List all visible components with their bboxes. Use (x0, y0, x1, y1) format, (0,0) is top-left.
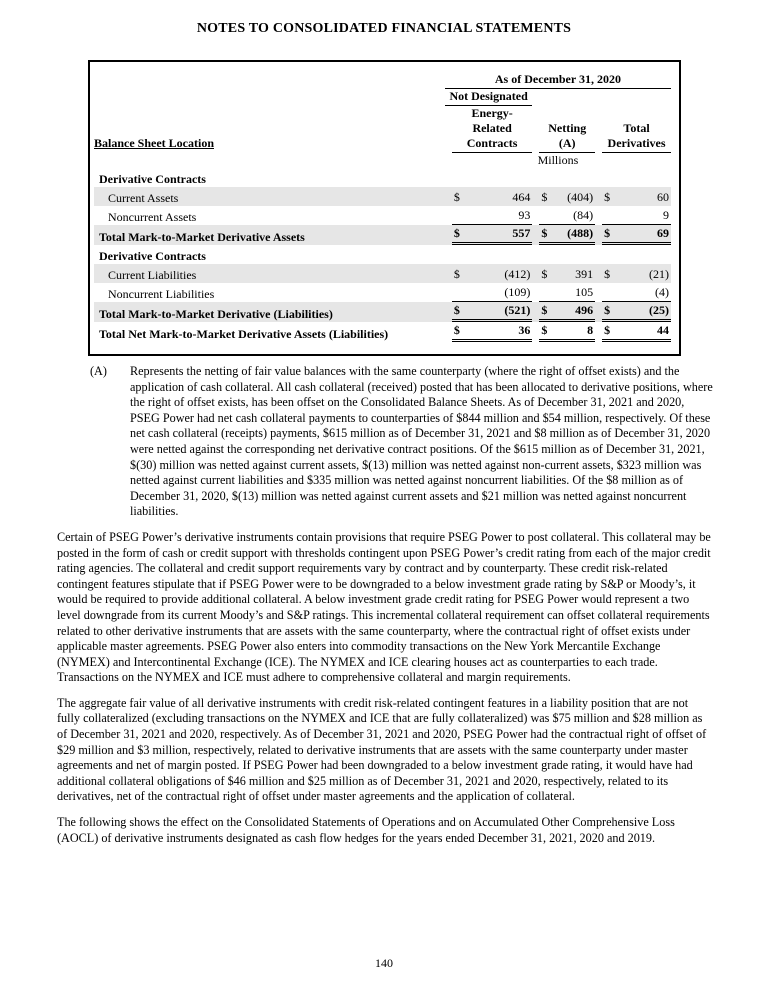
table-row (94, 187, 671, 206)
cell-value: (412) (504, 267, 531, 281)
currency-symbol: $ (541, 267, 548, 281)
currency-symbol: $ (604, 190, 611, 204)
row-label: Total Net Mark-to-Market Derivative Assets (Liabilities) (99, 327, 389, 341)
cell-value: 9 (663, 208, 669, 222)
currency-symbol: $ (541, 323, 548, 337)
currency-symbol: $ (604, 323, 611, 337)
cell-value: 391 (575, 267, 594, 281)
period-header: As of December 31, 2020 (445, 72, 671, 89)
cell-value: (109) (504, 285, 531, 299)
paragraph-following-shows: The following shows the effect on the Consolidated Statements of Operations and on Accumulated Other Comprehensive Loss (AOCL) of derivative instruments designated as cash flow hedges for the years ended December 31, 2021, 2020 and 2019. (57, 815, 675, 845)
cell-value: (4) (655, 285, 669, 299)
currency-symbol: $ (604, 303, 611, 317)
row-label: Noncurrent Assets (108, 210, 197, 224)
cell-value: 8 (587, 323, 594, 337)
currency-symbol: $ (453, 323, 460, 337)
currency-symbol: $ (541, 226, 548, 240)
table-row (94, 168, 671, 187)
cell-value: 60 (657, 190, 669, 204)
cell-value: (488) (567, 226, 594, 240)
cell-value: 464 (512, 190, 531, 204)
footnote-a (57, 364, 713, 520)
column-header-netting: Netting (A) (539, 121, 595, 153)
currency-symbol: $ (604, 267, 611, 281)
cell-value: 36 (518, 323, 531, 337)
row-label: Noncurrent Liabilities (108, 287, 215, 301)
currency-symbol: $ (453, 303, 460, 317)
table-row-total (94, 302, 671, 322)
currency-symbol: $ (541, 190, 548, 204)
table-row-total (94, 322, 671, 342)
cell-value: (21) (649, 267, 669, 281)
table-units-row (94, 153, 671, 168)
table-row (94, 264, 671, 283)
row-label: Total Mark-to-Market Derivative Assets (94, 225, 445, 245)
units-label: Millions (537, 153, 579, 167)
cell-value: (84) (573, 208, 594, 222)
paragraph-aggregate-fair-value: The aggregate fair value of all derivative instruments with credit risk-related contingent features in a liability position that are not fully collateralized (excluding transactions on the NYMEX and ICE that are fully collateralized) was $75 million and $28 million as of December 31, 2021 and 2020, respectively. As of December 31, 2021 and 2020, PSEG Power had the contractual right of offset of $29 million and $3 million, respectively, related to derivative instruments that are assets with the same counterparty under master agreements and net of margin posted. If PSEG Power had been downgraded to a below investment grade rating, it would have had additional collateral obligations of $46 million and $25 million as of December 31, 2021 and 2020, respectively, related to its derivatives, net of the contractual right of offset under master agreements and the application of collateral. (57, 695, 707, 804)
row-label: Current Liabilities (94, 264, 445, 283)
table-row-total (94, 225, 671, 245)
cell-value: (404) (567, 190, 594, 204)
footnote-text: Represents the netting of fair value balances with the same counterparty (where the right of offset exists) and the application of cash collateral. All cash collateral (received) posted that has been allocated to derivative positions, where the right of offset exists, has been offset on the Consolidated Balance Sheets. As of December 31, 2021 and 2020, PSEG Power had net cash collateral payments to counterparties of $844 million and $54 million, respectively. Of these net cash collateral (receipts) payments, $615 million as of December 31, 2021 and $8 million as of December 31, 2020 were netted against the corresponding net derivative contract positions. Of the $615 million as of December 31, 2021, $(30) million was netted against current assets, $(13) million was netted against non-current assets, $323 million was netted against current liabilities and $335 million was netted against noncurrent liabilities. Of the $8 million as of December 31, 2020, $(13) million was netted against current assets and $21 million was netted against noncurrent liabilities. (130, 364, 713, 519)
cell-value: (25) (649, 303, 669, 317)
financial-table (94, 72, 671, 342)
column-header-total-derivatives: Total Derivatives (602, 121, 671, 153)
table-period-header-row (94, 72, 671, 89)
cell-value: 44 (657, 323, 669, 337)
balance-sheet-location-header: Balance Sheet Location (94, 136, 214, 150)
body-text-column (57, 364, 713, 846)
derivatives-table-container (88, 60, 681, 356)
page-title: NOTES TO CONSOLIDATED FINANCIAL STATEMENTS (196, 21, 572, 36)
currency-symbol: $ (541, 303, 548, 317)
cell-value: (521) (504, 303, 531, 317)
row-label: Current Assets (94, 187, 445, 206)
currency-symbol: $ (453, 226, 460, 240)
cell-value: 496 (575, 303, 594, 317)
cell-value: 93 (518, 208, 531, 222)
currency-symbol: $ (453, 190, 460, 204)
table-column-header-row (94, 106, 671, 153)
cell-value: 557 (512, 226, 531, 240)
currency-symbol: $ (604, 226, 611, 240)
column-header-energy-related: Energy-Related Contracts (452, 106, 533, 153)
row-label: Derivative Contracts (99, 172, 206, 186)
table-row (94, 283, 671, 302)
table-not-designated-row (94, 89, 671, 106)
row-label: Total Mark-to-Market Derivative (Liabilities) (94, 302, 445, 322)
footnote-marker: (A) (90, 364, 107, 378)
table-row (94, 245, 671, 264)
cell-value: 69 (657, 226, 669, 240)
currency-symbol: $ (453, 267, 460, 281)
table-row (94, 206, 671, 225)
page-number: 140 (375, 956, 393, 970)
paragraph-collateral-provisions: Certain of PSEG Power’s derivative instruments contain provisions that require PSEG Power to post collateral. This collateral may be posted in the form of cash or credit support with thresholds contingent upon PSEG Power’s credit rating from each of the major credit rating agencies. The collateral and credit support requirements vary by contract and by counterparty. These credit risk-related contingent features stipulate that if PSEG Power were to be downgraded to a below investment grade rating by S&P or Moody’s, it would be required to provide additional collateral. A below investment grade credit rating for PSEG Power would represent a two level downgrade from its current Moody’s and S&P ratings. This incremental collateral requirement can offset collateral requirements related to other derivative instruments that are assets with the same counterparty, where the contractual right of offset exists under applicable master agreements. PSEG Power also enters into commodity transactions on the New York Mercantile Exchange (NYMEX) and Intercontinental Exchange (ICE). The NYMEX and ICE clearing houses act as counterparties to each trade. Transactions on the NYMEX and ICE must adhere to comprehensive collateral and margin requirements. (57, 529, 711, 685)
row-label: Derivative Contracts (99, 249, 206, 263)
not-designated-header: Not Designated (445, 89, 533, 106)
cell-value: 105 (575, 285, 594, 299)
